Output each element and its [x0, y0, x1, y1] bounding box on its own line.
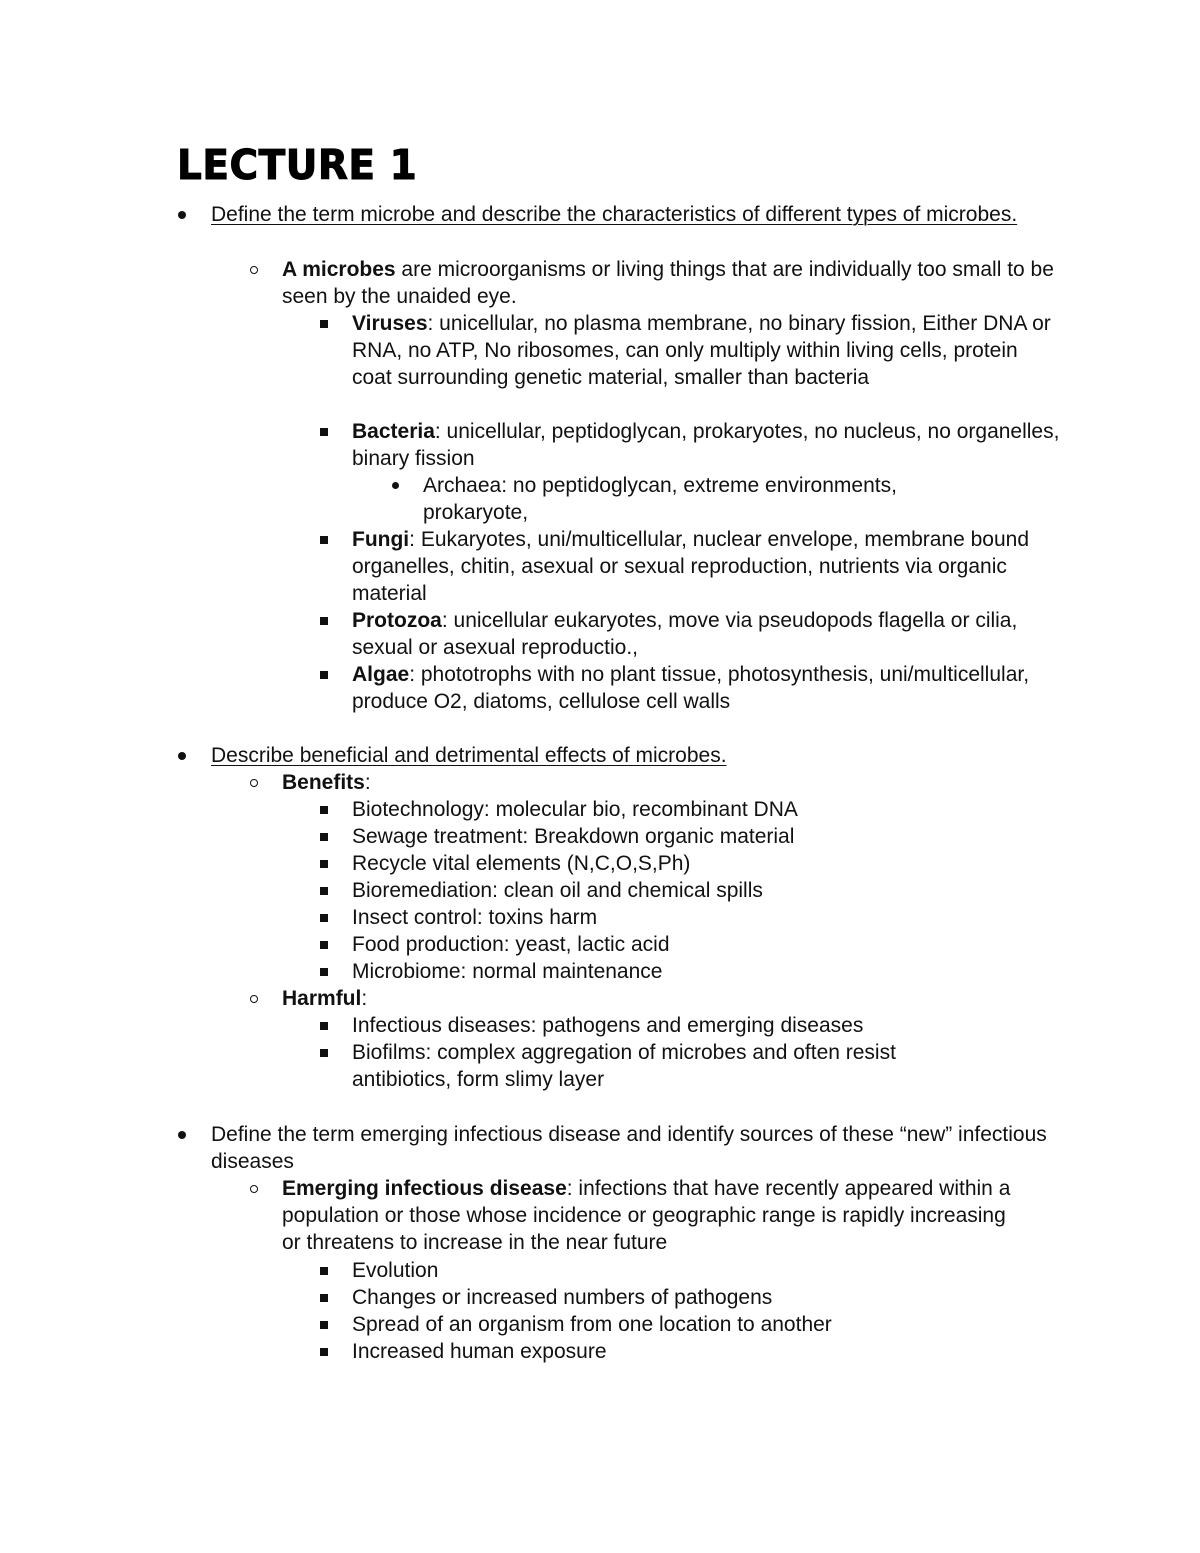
bullet-square-icon — [320, 860, 328, 868]
bullet-circle-icon — [250, 1185, 258, 1193]
list-item: Biotechnology: molecular bio, recombinant DNA — [352, 796, 1052, 823]
section-3-heading: Define the term emerging infectious disease and identify sources of these “new” infectious diseases — [211, 1121, 1091, 1175]
bullet-square-icon — [320, 887, 328, 895]
list-item-viruses: Viruses: unicellular, no plasma membrane, no binary fission, Either DNA or RNA, no ATP, No ribosomes, can only multiply within living cells, protein coat surrounding genetic material, smaller than bacteria — [352, 310, 1062, 391]
harmful-label: Harmful: — [282, 985, 982, 1012]
list-item: Bioremediation: clean oil and chemical spills — [352, 877, 1052, 904]
list-item: Recycle vital elements (N,C,O,S,Ph) — [352, 850, 1052, 877]
bullet-square-icon — [320, 1267, 328, 1275]
bullet-dot-icon — [178, 752, 186, 760]
bullet-square-icon — [320, 806, 328, 814]
emerging-disease-definition: Emerging infectious disease: infections that have recently appeared within a population or those whose incidence or geographic range is rapidly increasing or threatens to increase in the near future — [282, 1175, 1027, 1256]
microbe-definition: A microbes are microorganisms or living things that are individually too small to be seen by the unaided eye. — [282, 256, 1062, 310]
list-item: Evolution — [352, 1257, 1052, 1284]
list-item: Biofilms: complex aggregation of microbes and often resist antibiotics, form slimy layer — [352, 1039, 992, 1093]
bullet-square-icon — [320, 320, 328, 328]
bullet-square-icon — [320, 1348, 328, 1356]
bullet-square-icon — [320, 1321, 328, 1329]
list-item: Increased human exposure — [352, 1338, 1052, 1365]
bullet-circle-icon — [250, 995, 258, 1003]
bullet-square-icon — [320, 1049, 328, 1057]
list-item: Spread of an organism from one location to another — [352, 1311, 1052, 1338]
list-item: Changes or increased numbers of pathogens — [352, 1284, 1052, 1311]
bullet-square-icon — [320, 428, 328, 436]
bullet-square-icon — [320, 617, 328, 625]
bullet-dot-icon — [178, 1131, 186, 1139]
section-1-heading: Define the term microbe and describe the characteristics of different types of microbes. — [211, 201, 1031, 228]
section-2-heading: Describe beneficial and detrimental effects of microbes. — [211, 742, 1031, 769]
bullet-square-icon — [320, 833, 328, 841]
list-item-bacteria: Bacteria: unicellular, peptidoglycan, prokaryotes, no nucleus, no organelles, binary fission — [352, 418, 1062, 472]
bullet-square-icon — [320, 968, 328, 976]
bullet-square-icon — [320, 1022, 328, 1030]
bullet-dot-icon — [178, 211, 186, 219]
list-item: Infectious diseases: pathogens and emerging diseases — [352, 1012, 1052, 1039]
list-item-algae: Algae: phototrophs with no plant tissue, photosynthesis, uni/multicellular, produce O2, diatoms, cellulose cell walls — [352, 661, 1062, 715]
page-title: LECTURE 1 — [177, 142, 418, 190]
list-item: Sewage treatment: Breakdown organic material — [352, 823, 1052, 850]
list-item-fungi: Fungi: Eukaryotes, uni/multicellular, nuclear envelope, membrane bound organelles, chitin, asexual or sexual reproduction, nutrients via organic material — [352, 526, 1062, 607]
list-item: Insect control: toxins harm — [352, 904, 1052, 931]
list-item: Food production: yeast, lactic acid — [352, 931, 1052, 958]
bullet-circle-icon — [250, 266, 258, 274]
bullet-square-icon — [320, 914, 328, 922]
list-item-protozoa: Protozoa: unicellular eukaryotes, move via pseudopods flagella or cilia, sexual or asexual reproductio., — [352, 607, 1062, 661]
bullet-dot-icon — [392, 482, 399, 489]
bullet-square-icon — [320, 536, 328, 544]
bullet-circle-icon — [250, 779, 258, 787]
bullet-square-icon — [320, 941, 328, 949]
benefits-label: Benefits: — [282, 769, 982, 796]
list-item: Microbiome: normal maintenance — [352, 958, 1052, 985]
list-item-archaea: Archaea: no peptidoglycan, extreme environments, prokaryote, — [423, 472, 983, 526]
bullet-square-icon — [320, 1294, 328, 1302]
bullet-square-icon — [320, 671, 328, 679]
